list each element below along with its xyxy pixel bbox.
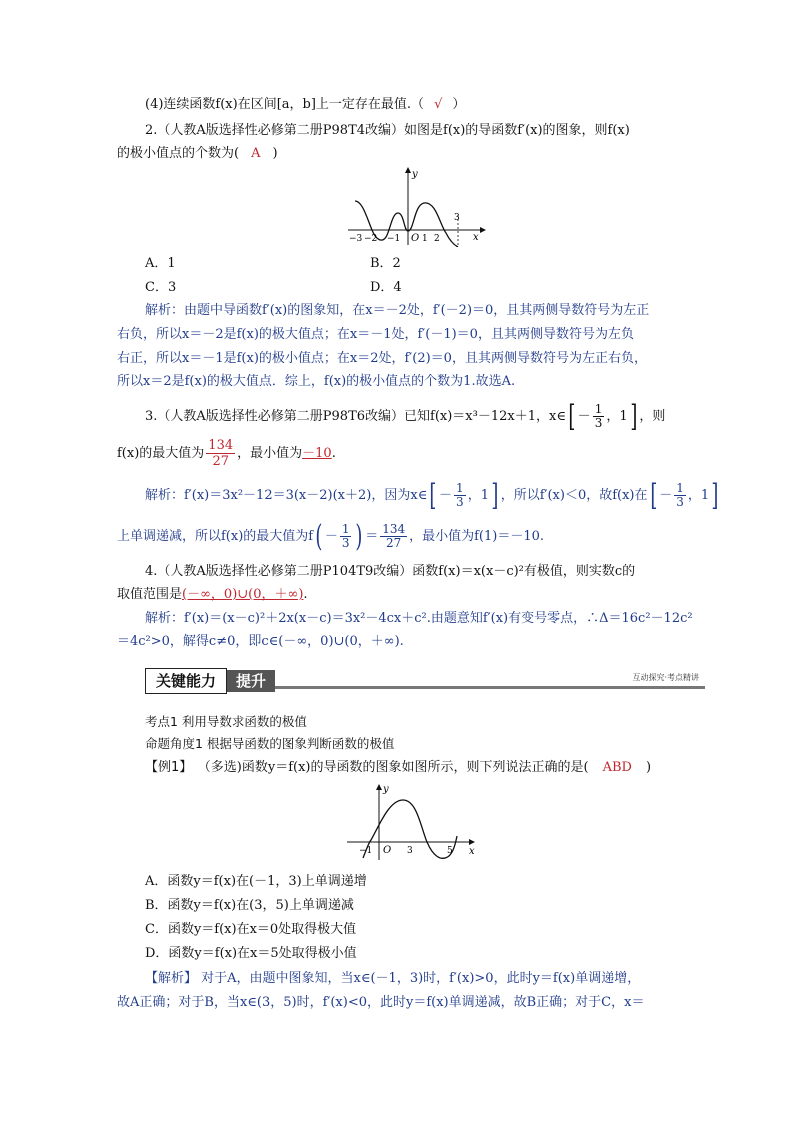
q3-a-right: 1 (480, 488, 489, 503)
q3-b-lb: [ (649, 477, 657, 513)
item-4 (145, 96, 465, 114)
q2-line2 (117, 145, 278, 163)
q3-period: . (331, 446, 336, 461)
q3-then: ，则 (639, 409, 666, 424)
q3-c-rp: ) (355, 518, 363, 554)
banner-rule (275, 686, 705, 689)
q3-analysis-2c: ，最小值为f(1)＝－10. (409, 529, 545, 544)
q3-b-frac-num: 1 (676, 481, 684, 495)
q2-line1: 2.（人教A版选择性必修第二册P98T4改编）如图是f(x)的导函数f′(x)的图象，则f(x) (145, 123, 630, 138)
q3-b-frac (674, 482, 686, 509)
q3-line2 (117, 438, 336, 469)
q2-answer: A (251, 146, 261, 161)
q2-y-arrow (405, 167, 411, 173)
q3-left-bracket: [ (568, 398, 576, 434)
q3-max-num: 134 (208, 438, 234, 453)
example-derivative-graph (345, 782, 480, 862)
q2-line2-text: 的极小值点的个数为( (117, 146, 240, 161)
item-4-close: ） (452, 97, 466, 112)
q3-c-frac (340, 523, 352, 550)
kaodian-angle: 命题角度1 根据导函数的图象判断函数的极值 (145, 736, 395, 751)
example-close: ) (645, 760, 652, 775)
q4-analysis-1: 解析：f′(x)＝(x－c)²＋2x(x－c)＝3x²－4cx＋c².由题意知f′(x)有变号零点，∴Δ＝16c²－12c² (145, 611, 693, 626)
example-1 (145, 759, 651, 777)
q2-analysis-1: 解析：由题中导函数f′(x)的图象知，在x＝－2处，f′(－2)＝0，且其两侧导数符号为左正 (145, 303, 650, 318)
q3-right-bracket: ] (629, 398, 637, 434)
ex-tick-3: 3 (407, 846, 413, 856)
q4-period: . (303, 587, 308, 602)
q2-analysis-2: 右负，所以x＝－2是f(x)的极大值点；在x＝－1处，f′(－1)＝0，且其两侧导数符号为左负 (117, 327, 634, 342)
q3-max-den: 27 (212, 454, 229, 469)
kaodian-heading: 考点1 利用导数求函数的极值 (145, 714, 307, 729)
q3-a-lb: [ (429, 477, 437, 513)
q3-max-answer (206, 438, 235, 469)
q3-max-label: f(x)的最大值为 (117, 446, 205, 461)
q4-line2 (117, 586, 308, 604)
q4-answer: (－∞，0)∪(0，＋∞) (182, 587, 304, 602)
check-mark: √ (434, 97, 443, 112)
banner-title: 关键能力 (145, 668, 227, 694)
example-analysis-1: 【解析】 对于A，由题中图象知，当x∈(－1，3)时，f′(x)>0，此时y＝f(x)单调递增， (145, 971, 641, 986)
q2-close: ) (272, 146, 278, 161)
q3-frac (593, 403, 605, 430)
q3-b-rb: ] (711, 477, 719, 513)
q2-tick-neg2: −2 (364, 234, 378, 244)
q3-analysis-2: 上单调递减，所以f(x)的最大值为f( － $\frac{1}{3}$ ) ＝ $\frac{134}{27}$ ，最小值为f(1)＝－10. (117, 518, 545, 554)
ex-tick-5: 5 (447, 846, 453, 856)
example-option-d: D．函数y＝f(x)在x＝5处取得极小值 (145, 946, 357, 961)
q4-line2-text: 取值范围是 (117, 587, 183, 602)
q3-c-lp: ( (315, 518, 323, 554)
q2-derivative-graph (340, 165, 490, 247)
q3-c-max (380, 523, 407, 550)
example-option-c: C．函数y＝f(x)在x＝0处取得极大值 (145, 922, 357, 937)
q4-line1: 4.（人教A版选择性必修第二册P104T9改编）函数f(x)＝x(x－c)²有极值，则实数c的 (145, 564, 636, 579)
q2-tick-1: 1 (422, 234, 428, 244)
section-banner (145, 668, 705, 694)
ex-tick-neg1: −1 (359, 846, 373, 856)
q3-a-frac (454, 482, 466, 509)
item-4-text: (4)连续函数f(x)在区间[a，b]上一定存在最值.（ (145, 97, 425, 112)
example-label: 【例1】 (145, 760, 193, 775)
q3-c-max-den: 27 (386, 536, 402, 550)
q2-option-c: C．3 (145, 280, 177, 295)
ex-x-arrow (469, 839, 475, 845)
q2-tick-neg3: −3 (349, 234, 363, 244)
q2-tick-3: 3 (454, 213, 460, 223)
q3-right-end: 1 (619, 409, 628, 424)
example-text: （多选)函数y＝f(x)的导函数的图象如图所示，则下列说法正确的是( (204, 760, 589, 775)
q3-min-label: ，最小值为 (237, 446, 303, 461)
q2-label-y: y (412, 169, 418, 180)
q2-option-d: D．4 (370, 280, 402, 295)
ex-y-arrow (376, 784, 382, 790)
q2-label-x: x (473, 232, 479, 243)
q3-analysis-2a: 上单调递减，所以f(x)的最大值为f (117, 529, 314, 544)
q3-frac-num: 1 (594, 402, 603, 416)
q2-option-b: B．2 (370, 256, 401, 271)
example-option-b: B．函数y＝f(x)在(3，5)上单调递减 (145, 898, 354, 913)
q2-analysis-4: 所以x＝2是f(x)的极大值点．综上，f(x)的极小值点的个数为1.故选A. (117, 374, 516, 389)
q3-a-frac-num: 1 (456, 481, 464, 495)
q3-analysis-2b: ＝ (365, 529, 379, 544)
q3-frac-den: 3 (594, 416, 603, 430)
q2-analysis-3: 右正，所以x＝－1是f(x)的极小值点；在x＝2处，f′(2)＝0，且其两侧导数符号为左正右负， (117, 351, 647, 366)
q2-x-arrow (480, 227, 486, 233)
ex-label-origin: O (383, 845, 392, 856)
q3-a-rb: ] (491, 477, 499, 513)
q3-c-max-num: 134 (382, 522, 406, 536)
ex-label-x: x (469, 846, 475, 857)
q2-option-a: A．1 (145, 256, 176, 271)
q3-stem-text: 3.（人教A版选择性必修第二册P98T6改编）已知f(x)＝x³－12x＋1，x∈ (145, 409, 566, 424)
q3-a-frac-den: 3 (456, 495, 464, 509)
example-option-a: A．函数y＝f(x)在(－1，3)上单调递增 (145, 874, 367, 889)
q3-analysis-1b: ，所以f′(x)＜0，故f(x)在 (500, 488, 648, 503)
q3-stem: 3.（人教A版选择性必修第二册P98T6改编）已知f(x)＝x³－12x＋1，x∈[ － $\frac{1}{3}$ ，1] ，则 (145, 398, 666, 434)
example-answer: ABD (602, 760, 632, 775)
ex-label-y: y (383, 784, 389, 795)
q2-tick-2: 2 (434, 234, 440, 244)
q4-analysis-2: ＝4c²>0，解得c≠0，即c∈(－∞，0)∪(0，＋∞). (117, 634, 404, 649)
banner-highlight: 提升 (227, 670, 275, 692)
q3-analysis-1: 解析：f′(x)＝3x²－12＝3(x－2)(x＋2)，因为x∈[ － $\frac{1}{3}$ ，1] ，所以f′(x)＜0，故f(x)在[ － $\frac{1}{3}$ ，1] (145, 477, 719, 513)
q3-analysis-1-text: 解析：f′(x)＝3x²－12＝3(x－2)(x＋2)，因为x∈ (145, 488, 428, 503)
q3-b-right: 1 (700, 488, 710, 503)
banner-subtitle: 互动探究·考点精讲 (632, 673, 699, 682)
q3-c-frac-num: 1 (341, 522, 350, 536)
q3-b-frac-den: 3 (676, 495, 684, 509)
q3-min-answer: －10 (302, 446, 332, 461)
q2-tick-neg1: −1 (387, 234, 401, 244)
q2-label-origin: O (411, 233, 420, 244)
q3-c-frac-den: 3 (341, 536, 350, 550)
example-analysis-2: 故A正确；对于B，当x∈(3，5)时，f′(x)<0，此时y＝f(x)单调递减，故B正确；对于C，x＝ (117, 995, 645, 1010)
